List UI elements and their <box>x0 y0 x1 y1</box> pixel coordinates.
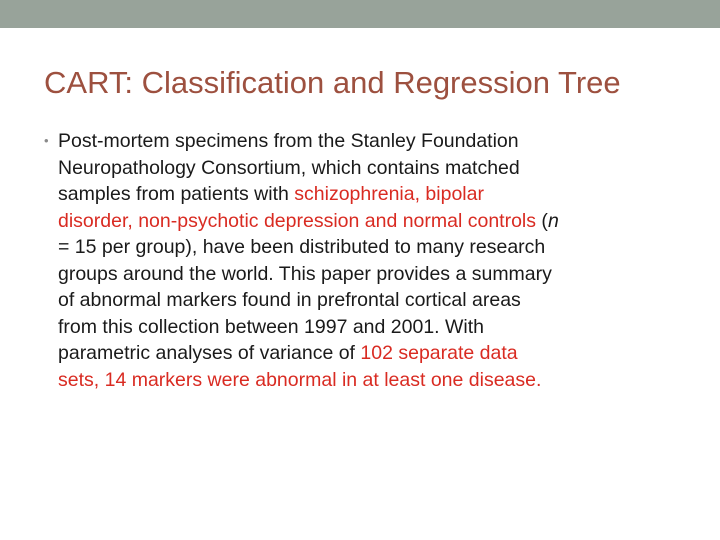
text-line-7: of abnormal markers found in prefrontal cortical areas <box>58 289 521 311</box>
highlight-text: 102 separate data <box>360 342 518 364</box>
highlight-text: disorder, non-psychotic depression and normal controls <box>58 209 537 232</box>
text-line-8: from this collection between 1997 and 2001. With <box>58 315 485 338</box>
italic-n: n <box>547 209 559 232</box>
highlight-text: schizophrenia, bipolar <box>294 183 484 205</box>
text-line-3: samples from patients with schizophrenia, bipolar <box>58 183 484 205</box>
text-line-5: = 15 per group), have been distributed to many research <box>58 236 546 258</box>
text-line-4: disorder, non-psychotic depression and normal controls (n <box>58 209 559 232</box>
bullet-icon: • <box>44 133 49 148</box>
text-line-2: Neuropathology Consortium, which contains matched <box>58 156 520 179</box>
top-accent-bar <box>0 0 720 28</box>
text-line-6: groups around the world. This paper provides a summary <box>58 262 552 285</box>
bullet-paragraph <box>44 128 668 393</box>
highlight-text: sets, 14 markers were abnormal in at least one disease. <box>58 368 542 391</box>
text-line-9: parametric analyses of variance of 102 separate data <box>58 342 518 364</box>
text-line-1: Post-mortem specimens from the Stanley Foundation <box>58 130 519 152</box>
slide-title: CART: Classification and Regression Tree <box>44 65 621 100</box>
text-line-10 <box>58 367 668 394</box>
